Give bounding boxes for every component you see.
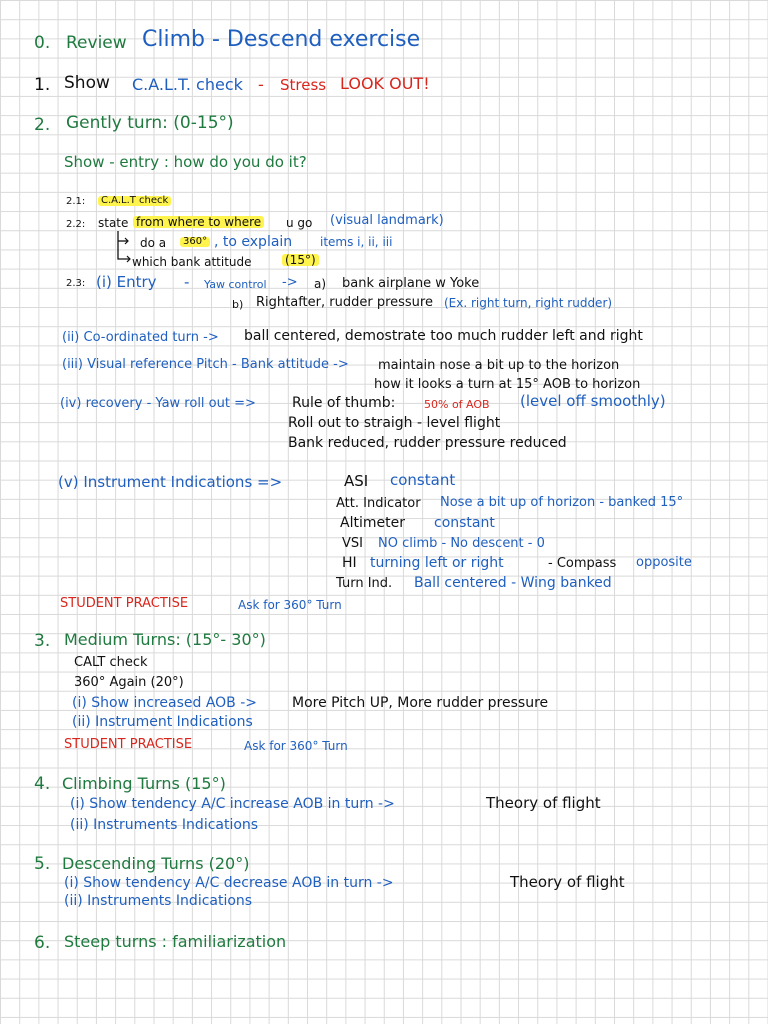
item-6-title: Steep turns : familiarization — [64, 932, 287, 951]
item-2-title: Gently turn: (0-15°) — [66, 113, 234, 133]
ii-coordinated-turn: (ii) Co-ordinated turn -> — [62, 330, 219, 345]
step-2-2-state: state — [98, 216, 129, 230]
v-hi-compass: - Compass — [548, 556, 617, 571]
iv-bank-reduced: Bank reduced, rudder pressure reduced — [288, 435, 567, 451]
step-2-2-from-where: from where to where — [133, 216, 264, 228]
item-3-i-text: More Pitch UP, More rudder pressure — [292, 695, 549, 711]
step-2-3-arrow: -> — [282, 275, 298, 290]
step-2-2-which: which bank attitude — [132, 255, 252, 269]
item-0-title: Climb - Descend exercise — [142, 27, 421, 52]
item-5-number: 5. — [34, 854, 51, 874]
step-2-1-text: C.A.L.T check — [98, 196, 171, 206]
iv-rule-of-thumb: Rule of thumb: — [292, 395, 396, 411]
item-5-title: Descending Turns (20°) — [62, 854, 250, 873]
v-altimeter-value: constant — [434, 515, 495, 531]
step-2-3-a: a) — [314, 277, 327, 291]
v-hi-value: turning left or right — [370, 555, 504, 571]
item-4-ii-label: (ii) Instruments Indications — [70, 817, 259, 833]
v-hi: HI — [342, 555, 357, 571]
item-4-i-label: (i) Show tendency A/C increase AOB in turn -> — [70, 796, 395, 812]
item-6-number: 6. — [34, 933, 51, 953]
branch-arrow-icon — [114, 229, 134, 265]
step-2-2-ugo: u go — [286, 216, 313, 230]
v-att-indicator: Att. Indicator — [336, 496, 421, 511]
v-instrument-indications: (v) Instrument Indications => — [58, 473, 283, 491]
iv-50-aob: 50% of AOB — [424, 398, 490, 411]
item-5-ii-label: (ii) Instruments Indications — [64, 893, 253, 909]
item-0-review: Review — [66, 33, 127, 53]
item-1-stress: Stress — [280, 76, 327, 94]
ii-text: ball centered, demostrate too much rudder left and right — [244, 328, 643, 344]
step-2-3-example: (Ex. right turn, right rudder) — [444, 296, 613, 310]
item-1-show: Show — [64, 73, 110, 93]
item-1-lookout: LOOK OUT! — [340, 74, 430, 93]
ask-for-turn-1: Ask for 360° Turn — [238, 598, 342, 612]
step-2-2-360: 360° — [180, 237, 210, 247]
item-1-dash: - — [258, 75, 264, 94]
v-vsi-value: NO climb - No descent - 0 — [378, 536, 545, 551]
v-asi-value: constant — [390, 471, 456, 489]
step-2-2-number: 2.2: — [66, 219, 86, 230]
item-3-title: Medium Turns: (15°- 30°) — [64, 630, 266, 649]
step-2-2-do-a: do a — [140, 236, 167, 250]
item-3-calt: CALT check — [74, 655, 148, 670]
iv-recovery: (iv) recovery - Yaw roll out => — [60, 396, 256, 411]
iii-visual-reference: (iii) Visual reference Pitch - Bank attitude -> — [62, 357, 349, 372]
step-2-2-explain: , to explain — [214, 234, 293, 250]
iii-text-1: maintain nose a bit up to the horizon — [378, 358, 620, 373]
item-4-number: 4. — [34, 774, 51, 794]
item-3-i-label: (i) Show increased AOB -> — [72, 695, 258, 711]
v-altimeter: Altimeter — [340, 515, 405, 531]
item-3-ii-label: (ii) Instrument Indications — [72, 714, 253, 730]
step-2-2-items: items i, ii, iii — [320, 235, 393, 249]
item-1-number: 1. — [34, 75, 51, 95]
step-2-2-15: (15°) — [282, 254, 319, 266]
item-5-i-text: Theory of flight — [510, 873, 625, 891]
step-2-1-number: 2.1: — [66, 196, 86, 207]
step-2-2-visual-landmark: (visual landmark) — [330, 213, 444, 228]
step-2-3-number: 2.3: — [66, 278, 86, 289]
item-0-number: 0. — [34, 33, 51, 53]
item-5-i-label: (i) Show tendency A/C decrease AOB in turn -> — [64, 875, 394, 891]
step-2-3-yaw: Yaw control — [204, 278, 267, 291]
item-3-number: 3. — [34, 631, 51, 651]
step-2-3-entry: (i) Entry — [96, 273, 157, 291]
iii-text-2: how it looks a turn at 15° AOB to horizon — [374, 377, 641, 392]
step-2-3-right: Rightafter, rudder pressure — [256, 295, 433, 310]
step-2-3-dash: - — [184, 273, 190, 291]
v-turn-value: Ball centered - Wing banked — [414, 575, 612, 591]
item-4-i-text: Theory of flight — [486, 794, 601, 812]
step-2-3-bank: bank airplane w Yoke — [342, 276, 480, 291]
v-att-value: Nose a bit up of horizon - banked 15° — [440, 495, 684, 510]
show-entry: Show - entry : how do you do it? — [64, 153, 307, 171]
v-hi-opposite: opposite — [636, 555, 692, 570]
ask-for-turn-2: Ask for 360° Turn — [244, 739, 348, 753]
student-practise-1: STUDENT PRACTISE — [60, 596, 189, 611]
item-3-again: 360° Again (20°) — [74, 675, 184, 690]
v-vsi: VSI — [342, 536, 363, 551]
step-2-3-b: b) — [232, 298, 244, 311]
iv-roll-out: Roll out to straigh - level flight — [288, 415, 501, 431]
item-2-number: 2. — [34, 115, 51, 135]
iv-level-off: (level off smoothly) — [520, 392, 666, 410]
item-1-check: C.A.L.T. check — [132, 75, 243, 94]
student-practise-2: STUDENT PRACTISE — [64, 737, 193, 752]
v-turn-indicator: Turn Ind. — [336, 576, 393, 591]
item-4-title: Climbing Turns (15°) — [62, 774, 226, 793]
v-asi: ASI — [344, 472, 369, 490]
